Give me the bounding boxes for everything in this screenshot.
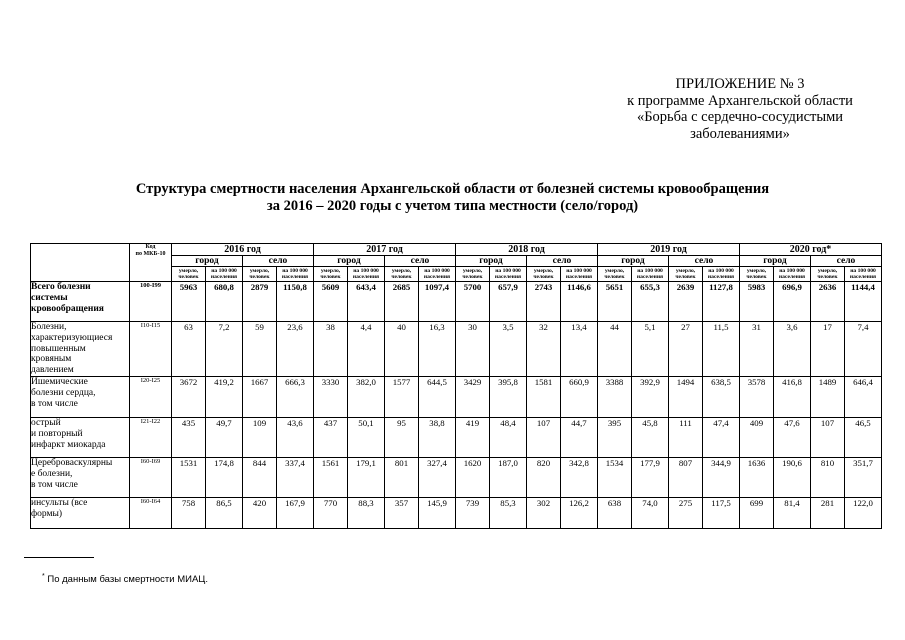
appendix-line: заболеваниями» [690,125,790,142]
value-cell: 699 [740,497,774,528]
subcolumn-line: на 100 000 [637,267,663,274]
value-cell: 420 [243,497,277,528]
subcolumn-line: на 100 000 [566,267,592,274]
value-cell: 844 [243,457,277,497]
area-type-header: город [172,256,243,267]
subcolumn-header [277,267,314,282]
row-label [31,457,130,497]
subcolumn-line: на 100 000 [708,267,734,274]
value-cell: 655,3 [632,282,669,322]
subcolumn-line: умерло, [604,267,625,274]
subcolumn-line: на 100 000 [850,267,876,274]
subcolumn-line: человек [675,274,696,280]
subcolumn-header [172,267,206,282]
value-cell: 1561 [314,457,348,497]
icd-code-cell: I20-I25 [130,376,172,417]
value-cell: 5651 [598,282,632,322]
icd-code-cell: I60-I69 [130,457,172,497]
value-cell: 351,7 [845,457,882,497]
value-cell: 59 [243,322,277,377]
icd-code-cell: 100-I99 [130,282,172,322]
value-cell: 27 [669,322,703,377]
value-cell: 30 [456,322,490,377]
value-cell: 638 [598,497,632,528]
area-type-header: город [456,256,527,267]
value-cell: 1531 [172,457,206,497]
value-cell: 74,0 [632,497,669,528]
row-label-line: инфаркт миокарда [31,439,106,450]
value-cell: 49,7 [206,417,243,457]
value-cell: 3672 [172,376,206,417]
value-cell: 1097,4 [419,282,456,322]
value-cell: 327,4 [419,457,456,497]
value-cell: 275 [669,497,703,528]
value-cell: 13,4 [561,322,598,377]
value-cell: 416,8 [774,376,811,417]
value-cell: 111 [669,417,703,457]
subcolumn-line: умерло, [817,267,838,274]
value-cell: 644,5 [419,376,456,417]
appendix-line: «Борьба с сердечно-сосудистыми [636,109,844,125]
subcolumn-line: населения [636,274,664,280]
value-cell: 46,5 [845,417,882,457]
value-cell: 107 [527,417,561,457]
subcolumn-line: населения [707,274,735,280]
value-cell: 638,5 [703,376,740,417]
value-cell: 32 [527,322,561,377]
row-label-line: болезни сердца, [31,387,96,398]
row-label-line: характеризующиеся [31,332,113,343]
table-row [31,457,882,497]
subcolumn-line: человек [320,274,341,280]
appendix-header [590,76,890,142]
subcolumn-line: умерло, [462,267,483,274]
value-cell: 126,2 [561,497,598,528]
row-label-line: Ишемические [31,376,88,387]
value-cell: 419,2 [206,376,243,417]
mortality-table [30,243,882,529]
area-type-header: село [811,256,882,267]
value-cell: 38,8 [419,417,456,457]
value-cell: 17 [811,322,845,377]
value-cell: 47,6 [774,417,811,457]
value-cell: 2685 [385,282,419,322]
subcolumn-header [419,267,456,282]
subcolumn-line: на 100 000 [353,267,379,274]
value-cell: 2743 [527,282,561,322]
value-cell: 40 [385,322,419,377]
value-cell: 5963 [172,282,206,322]
footnote-divider [24,557,94,558]
value-cell: 50,1 [348,417,385,457]
appendix-line: ПРИЛОЖЕНИЕ № 3 [675,76,805,92]
footnote-text: По данным базы смертности МИАЦ. [44,574,208,586]
table-row [31,322,882,377]
value-cell: 409 [740,417,774,457]
row-label [31,322,130,377]
subcolumn-line: человек [746,274,767,280]
value-cell: 5609 [314,282,348,322]
table-row [31,282,882,322]
value-cell: 31 [740,322,774,377]
value-cell: 3429 [456,376,490,417]
subcolumn-line: населения [565,274,593,280]
subcolumn-line: умерло, [320,267,341,274]
row-label-line: инсульты (все [31,497,88,508]
subcolumn-line: населения [281,274,309,280]
subcolumn-header [632,267,669,282]
value-cell: 3388 [598,376,632,417]
row-label-line: повышенным [31,343,86,354]
value-cell: 174,8 [206,457,243,497]
table-row [31,497,882,528]
value-cell: 1534 [598,457,632,497]
value-cell: 187,0 [490,457,527,497]
value-cell: 758 [172,497,206,528]
value-cell: 5,1 [632,322,669,377]
subcolumn-line: человек [533,274,554,280]
subcolumn-header [740,267,774,282]
value-cell: 1146,6 [561,282,598,322]
row-label-line: и повторный [31,428,83,439]
subcolumn-header [348,267,385,282]
value-cell: 437 [314,417,348,457]
value-cell: 395,8 [490,376,527,417]
value-cell: 1581 [527,376,561,417]
area-type-header: город [598,256,669,267]
value-cell: 23,6 [277,322,314,377]
row-label-line: кровяным [31,354,72,365]
value-cell: 2879 [243,282,277,322]
subcolumn-line: человек [249,274,270,280]
value-cell: 392,9 [632,376,669,417]
subcolumn-line: на 100 000 [779,267,805,274]
value-cell: 47,4 [703,417,740,457]
subcolumn-line: человек [604,274,625,280]
row-label [31,376,130,417]
value-cell: 3,5 [490,322,527,377]
value-cell: 88,3 [348,497,385,528]
value-cell: 109 [243,417,277,457]
value-cell: 643,4 [348,282,385,322]
row-label-line: давлением [31,365,74,376]
subcolumn-header [490,267,527,282]
row-label [31,282,130,322]
subcolumn-header [385,267,419,282]
value-cell: 657,9 [490,282,527,322]
value-cell: 342,8 [561,457,598,497]
value-cell: 395 [598,417,632,457]
subcolumn-line: человек [817,274,838,280]
value-cell: 63 [172,322,206,377]
subcolumn-line: населения [849,274,877,280]
subcolumn-line: умерло, [178,267,199,274]
row-label-line: е болезни, [31,468,73,479]
value-cell: 1667 [243,376,277,417]
value-cell: 660,9 [561,376,598,417]
value-cell: 4,4 [348,322,385,377]
year-header: 2019 год [598,244,740,256]
header-blank-cell [31,244,130,282]
value-cell: 281 [811,497,845,528]
subcolumn-header [527,267,561,282]
subcolumn-line: человек [462,274,483,280]
subcolumn-header [314,267,348,282]
value-cell: 820 [527,457,561,497]
value-cell: 302 [527,497,561,528]
row-label-line: формы) [31,508,63,519]
value-cell: 81,4 [774,497,811,528]
value-cell: 107 [811,417,845,457]
value-cell: 43,6 [277,417,314,457]
footnote-mark: * [42,573,45,580]
row-label-line: в том числе [31,479,78,490]
value-cell: 344,9 [703,457,740,497]
subcolumn-line: на 100 000 [495,267,521,274]
subcolumn-header [561,267,598,282]
subcolumn-line: умерло, [249,267,270,274]
value-cell: 646,4 [845,376,882,417]
value-cell: 190,6 [774,457,811,497]
row-label [31,497,130,528]
header-code-cell [130,244,172,282]
header-row-years [31,244,882,256]
subcolumn-header [774,267,811,282]
value-cell: 1636 [740,457,774,497]
year-header: 2018 год [456,244,598,256]
value-cell: 1494 [669,376,703,417]
subcolumn-line: населения [352,274,380,280]
value-cell: 44,7 [561,417,598,457]
value-cell: 1577 [385,376,419,417]
value-cell: 680,8 [206,282,243,322]
value-cell: 95 [385,417,419,457]
subcolumn-line: на 100 000 [424,267,450,274]
value-cell: 696,9 [774,282,811,322]
subcolumn-line: умерло, [746,267,767,274]
subcolumn-header [206,267,243,282]
subcolumn-header [456,267,490,282]
area-type-header: село [527,256,598,267]
value-cell: 1127,8 [703,282,740,322]
value-cell: 45,8 [632,417,669,457]
code-header-line: Код [145,244,156,250]
subcolumn-line: умерло, [533,267,554,274]
icd-code-cell: I10-I15 [130,322,172,377]
year-header: 2020 год* [740,244,882,256]
value-cell: 2636 [811,282,845,322]
value-cell: 1489 [811,376,845,417]
value-cell: 145,9 [419,497,456,528]
document-title [0,181,905,214]
row-label-line: в том числе [31,398,78,409]
value-cell: 38 [314,322,348,377]
value-cell: 1150,8 [277,282,314,322]
value-cell: 179,1 [348,457,385,497]
subcolumn-header [845,267,882,282]
row-label-line: системы [31,292,68,303]
value-cell: 435 [172,417,206,457]
value-cell: 86,5 [206,497,243,528]
value-cell: 770 [314,497,348,528]
table-row [31,417,882,457]
value-cell: 3,6 [774,322,811,377]
value-cell: 739 [456,497,490,528]
subcolumn-header [669,267,703,282]
row-label-line: кровообращения [31,303,104,314]
icd-code-cell: I60-I64 [130,497,172,528]
area-type-header: город [740,256,811,267]
subcolumn-line: населения [494,274,522,280]
area-type-header: город [314,256,385,267]
subcolumn-line: на 100 000 [282,267,308,274]
value-cell: 1144,4 [845,282,882,322]
value-cell: 122,0 [845,497,882,528]
appendix-line: к программе Архангельской области [627,92,853,109]
value-cell: 85,3 [490,497,527,528]
value-cell: 7,2 [206,322,243,377]
year-header: 2017 год [314,244,456,256]
subcolumn-line: населения [778,274,806,280]
footnote [42,573,208,585]
value-cell: 419 [456,417,490,457]
subcolumn-line: населения [423,274,451,280]
value-cell: 3330 [314,376,348,417]
subcolumn-line: умерло, [675,267,696,274]
area-type-header: село [243,256,314,267]
code-header-line: по МКБ-10 [135,251,166,257]
value-cell: 177,9 [632,457,669,497]
subcolumn-header [243,267,277,282]
subcolumn-line: на 100 000 [211,267,237,274]
subcolumn-header [598,267,632,282]
year-header: 2016 год [172,244,314,256]
value-cell: 810 [811,457,845,497]
value-cell: 807 [669,457,703,497]
value-cell: 48,4 [490,417,527,457]
value-cell: 666,3 [277,376,314,417]
row-label-line: Всего болезни [31,282,91,292]
icd-code-cell: I21-I22 [130,417,172,457]
row-label-line: Болезни, [31,322,67,332]
subcolumn-header [703,267,740,282]
value-cell: 167,9 [277,497,314,528]
row-label-line: острый [31,417,61,428]
area-type-header: село [385,256,456,267]
table-row [31,376,882,417]
subcolumn-header [811,267,845,282]
title-line-2: за 2016 – 2020 годы с учетом типа местности (село/город) [266,197,639,214]
subcolumn-line: человек [178,274,199,280]
value-cell: 117,5 [703,497,740,528]
row-label [31,417,130,457]
value-cell: 7,4 [845,322,882,377]
value-cell: 5983 [740,282,774,322]
area-type-header: село [669,256,740,267]
value-cell: 801 [385,457,419,497]
value-cell: 44 [598,322,632,377]
subcolumn-line: умерло, [391,267,412,274]
value-cell: 16,3 [419,322,456,377]
value-cell: 3578 [740,376,774,417]
subcolumn-line: населения [210,274,238,280]
value-cell: 1620 [456,457,490,497]
value-cell: 337,4 [277,457,314,497]
value-cell: 2639 [669,282,703,322]
row-label-line: Цереброваскулярны [31,457,113,468]
value-cell: 11,5 [703,322,740,377]
value-cell: 5700 [456,282,490,322]
value-cell: 382,0 [348,376,385,417]
title-line-1: Структура смертности населения Архангельской области от болезней системы кровообращения [135,181,770,197]
value-cell: 357 [385,497,419,528]
subcolumn-line: человек [391,274,412,280]
